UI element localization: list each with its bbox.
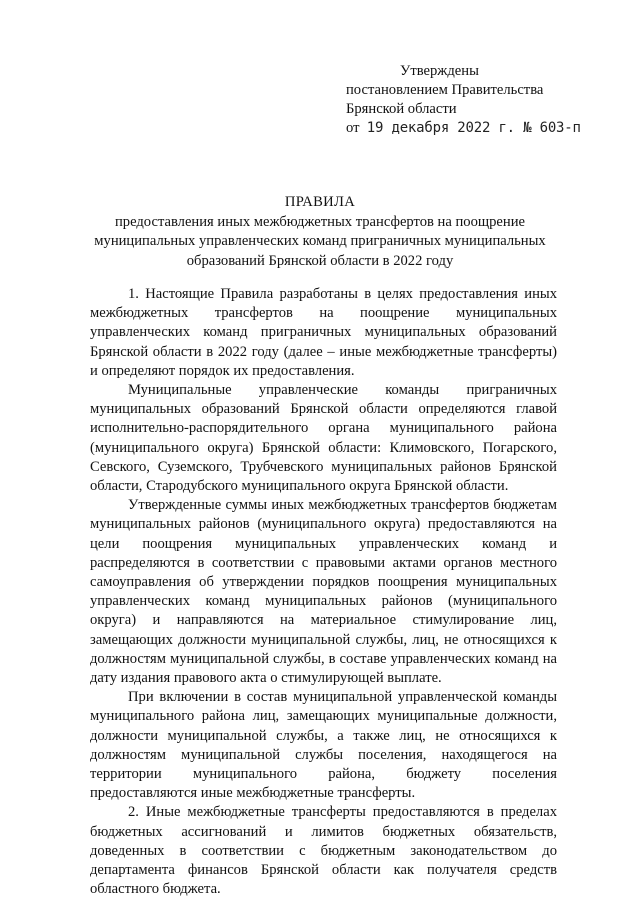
- approval-date-prefix: от: [346, 120, 360, 136]
- approval-block: [346, 62, 581, 138]
- approval-line-date: [346, 119, 581, 138]
- document-title: ПРАВИЛА: [284, 194, 356, 210]
- paragraph-3: Утвержденные суммы иных межбюджетных трансфертов бюджетам муниципальных районов (муниципального округа) предоставляются на цели поощрения муниципальных управленческих команд и распределяются в соответствии с правовыми актами органов местного самоуправления об утверждении порядков поощрения муниципальных управленческих команд муниципальных районов (муниципального округа) и направляются на материальное стимулирование лиц, замещающих должности муниципальной службы, лиц, не относящихся к должностям муниципальной службы, в составе управленческих команд на дату издания правового акта о стимулирующей выплате.: [90, 497, 557, 687]
- approval-line-region: Брянской области: [346, 101, 457, 117]
- paragraph-1: 1. Настоящие Правила разработаны в целях предоставления иных межбюджетных трансфертов на поощрение муниципальных управленческих команд приграничных муниципальных образований Брянской области в 2022 году (далее – иные межбюджетные трансферты) и определяют порядок их предоставления.: [90, 286, 557, 379]
- paragraph-5: 2. Иные межбюджетные трансферты предоставляются в пределах бюджетных ассигнований и лимитов бюджетных обязательств, доведенных в соответствии с бюджетным законодательством до департамента финансов Брянской области как получателя средств областного бюджета.: [90, 804, 557, 898]
- paragraph-4: При включении в состав муниципальной управленческой команды муниципального района лиц, замещающих муниципальные должности, должности муниципальной службы, а также лиц, не относящихся к должностям муниципальной службы поселения, находящегося на территории муниципального района, бюджету поселения предоставляются иные межбюджетные трансферты.: [90, 689, 557, 802]
- approval-line-resolution: постановлением Правительства: [346, 82, 544, 98]
- document-body: [90, 285, 557, 900]
- document-subtitle-line-1: предоставления иных межбюджетных трансфертов на поощрение: [114, 213, 526, 230]
- document-subtitle-line-2: муниципальных управленческих команд приграничных муниципальных: [94, 233, 546, 249]
- paragraph-2: Муниципальные управленческие команды приграничных муниципальных образований Брянской области определяются главой исполнительно-распорядительного органа муниципального района (муниципального округа) Брянской области: Климовского, Погарского, Севского, Суземского, Трубчевского муниципальных районов Брянской области, Стародубского муниципального округа Брянской области.: [90, 382, 557, 495]
- approval-date-stamp: 19 декабря 2022 г. № 603-п: [366, 120, 581, 136]
- approval-line-approved: Утверждены: [400, 63, 479, 79]
- document-subtitle-line-3: образований Брянской области в 2022 году: [186, 252, 454, 269]
- document-title-block: [80, 193, 560, 271]
